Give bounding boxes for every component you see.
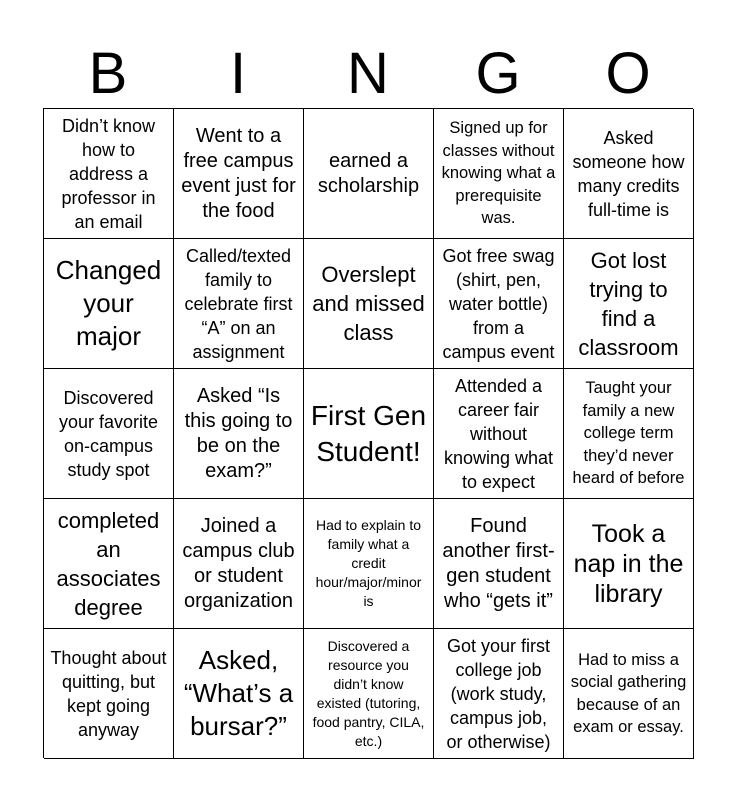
- cell-text: First Gen Student!: [310, 399, 427, 467]
- bingo-cell[interactable]: [564, 629, 694, 759]
- bingo-cell[interactable]: [564, 239, 694, 369]
- bingo-cell[interactable]: [174, 629, 304, 759]
- bingo-cell[interactable]: [174, 239, 304, 369]
- cell-text: Changed your major: [55, 255, 162, 351]
- bingo-cell[interactable]: [44, 629, 174, 759]
- cell-text: Joined a campus club or student organization: [182, 514, 295, 612]
- bingo-cell[interactable]: [304, 629, 434, 759]
- bingo-cell[interactable]: [44, 239, 174, 369]
- cell-text: Attended a career fair without knowing what to expect: [443, 375, 554, 492]
- cell-text: Discovered your favorite on-campus study spot: [58, 387, 159, 480]
- bingo-cell[interactable]: [304, 499, 434, 629]
- bingo-cell[interactable]: [44, 369, 174, 499]
- bingo-cell[interactable]: [44, 499, 174, 629]
- bingo-cell[interactable]: [434, 499, 564, 629]
- cell-text: Signed up for classes without knowing what a prerequisite was.: [441, 119, 556, 228]
- bingo-cell[interactable]: [304, 239, 434, 369]
- cell-text: Taught your family a new college term they’d never heard of before: [572, 379, 685, 488]
- bingo-cell[interactable]: [564, 109, 694, 239]
- free-space-cell[interactable]: [304, 369, 434, 499]
- header-letter-g: G: [475, 41, 521, 106]
- bingo-cell[interactable]: [304, 109, 434, 239]
- cell-text: Overslept and missed class: [312, 262, 425, 345]
- bingo-cell[interactable]: [174, 369, 304, 499]
- cell-text: Got lost trying to find a classroom: [578, 247, 679, 360]
- bingo-cell[interactable]: [174, 499, 304, 629]
- bingo-cell[interactable]: [434, 369, 564, 499]
- cell-text: Had to miss a social gathering because of an exam or essay.: [570, 650, 687, 736]
- cell-text: Took a nap in the library: [573, 519, 684, 608]
- cell-text: Got free swag (shirt, pen, water bottle) from a campus event: [442, 245, 555, 362]
- header-letter-n: N: [347, 41, 389, 106]
- cell-text: Got your first college job (work study, campus job, or otherwise): [446, 635, 551, 752]
- bingo-cell[interactable]: [434, 109, 564, 239]
- cell-text: Asked someone how many credits full-time is: [572, 127, 685, 220]
- cell-text: Found another first-gen student who “gets it”: [442, 514, 555, 612]
- cell-text: Discovered a resource you didn’t know existed (tutoring, food pantry, CILA, etc.): [312, 637, 425, 749]
- bingo-cell[interactable]: [44, 109, 174, 239]
- cell-text: Asked, “What’s a bursar?”: [183, 645, 294, 741]
- cell-text: Didn’t know how to address a professor in an email: [61, 115, 156, 232]
- bingo-cell[interactable]: [564, 499, 694, 629]
- header-letter-b: B: [88, 41, 128, 106]
- cell-text: completed an associates degree: [56, 507, 161, 620]
- cell-text: Thought about quitting, but kept going anyway: [50, 647, 167, 740]
- bingo-cell[interactable]: [564, 369, 694, 499]
- cell-text: Asked “Is this going to be on the exam?”: [184, 384, 293, 482]
- header-letter-i: I: [229, 41, 247, 106]
- cell-text: Went to a free campus event just for the food: [181, 124, 296, 222]
- cell-text: earned a scholarship: [317, 149, 420, 197]
- header-letter-o: O: [605, 41, 651, 106]
- cell-text: Called/texted family to celebrate first “A” on an assignment: [184, 245, 293, 362]
- cell-text: Had to explain to family what a credit hour/major/minor is: [315, 517, 422, 609]
- bingo-cell[interactable]: [434, 239, 564, 369]
- bingo-header: [43, 40, 693, 108]
- bingo-board: [43, 108, 693, 758]
- bingo-cell[interactable]: [434, 629, 564, 759]
- bingo-cell[interactable]: [174, 109, 304, 239]
